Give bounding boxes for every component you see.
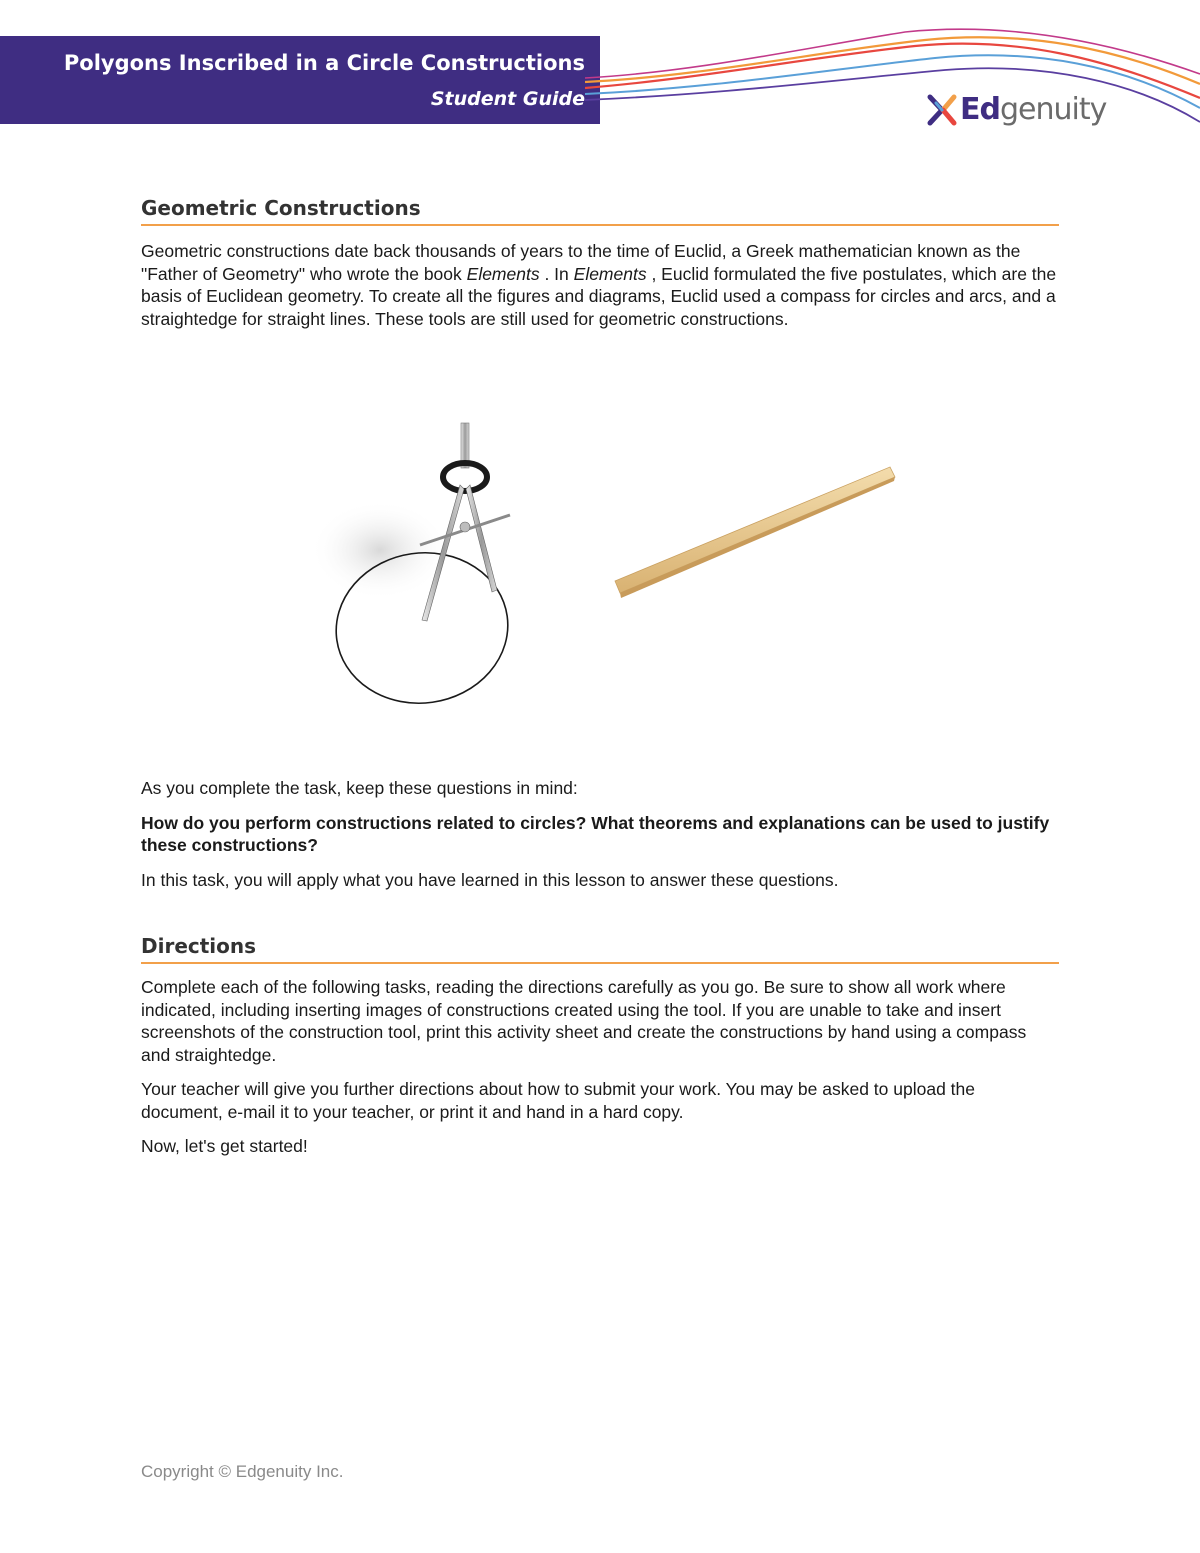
section-heading: Geometric Constructions <box>141 196 1059 226</box>
logo-wordmark: Edgenuity <box>960 92 1107 127</box>
document-title: Polygons Inscribed in a Circle Constructions <box>63 51 585 75</box>
intro-paragraph: Geometric constructions date back thousands of years to the time of Euclid, a Greek mathematician known as the "Father of Geometry" who wrote the book Elements . In Elements , Euclid formulated the five postulates, which are the basis of Euclidean geometry. To create all the figures and diagrams, Euclid used a compass for circles and arcs, and a straightedge for straight lines. These tools are still used for geometric constructions. <box>141 241 1057 329</box>
directions-paragraph-1: Complete each of the following tasks, reading the directions carefully as you go. Be sure to show all work where indicated, including inserting images of constructions created using the tool. If you are unable to take and insert screenshots of the construction tool, print this activity sheet and create the constructions by hand using a compass and straightedge. <box>141 977 1027 1065</box>
section-heading: Directions <box>141 934 1059 964</box>
decorative-waves <box>585 18 1200 138</box>
questions-intro: As you complete the task, keep these questions in mind: <box>141 778 578 798</box>
edgenuity-logo <box>926 90 1106 130</box>
x-mark-logo-icon <box>926 93 960 127</box>
compass-shadow <box>310 500 450 600</box>
section-directions <box>141 934 1059 1158</box>
essential-questions: How do you perform constructions related to circles? What theorems and explanations can be used to justify these constructions? <box>141 812 1050 855</box>
directions-paragraph-3: Now, let's get started! <box>141 1136 308 1156</box>
header-banner <box>0 36 600 124</box>
questions-outro: In this task, you will apply what you have learned in this lesson to answer these questions. <box>141 869 839 890</box>
document-subtitle: Student Guide <box>430 88 585 110</box>
guiding-questions <box>141 777 1059 891</box>
copyright-footer: Copyright © Edgenuity Inc. <box>141 1462 344 1481</box>
section-geometric-constructions <box>141 196 1059 330</box>
directions-paragraph-2: Your teacher will give you further directions about how to submit your work. You may be asked to upload the document, e-mail it to your teacher, or print it and hand in a hard copy. <box>141 1079 976 1122</box>
straightedge-icon <box>615 467 895 598</box>
compass-and-straightedge-illustration <box>300 405 920 715</box>
